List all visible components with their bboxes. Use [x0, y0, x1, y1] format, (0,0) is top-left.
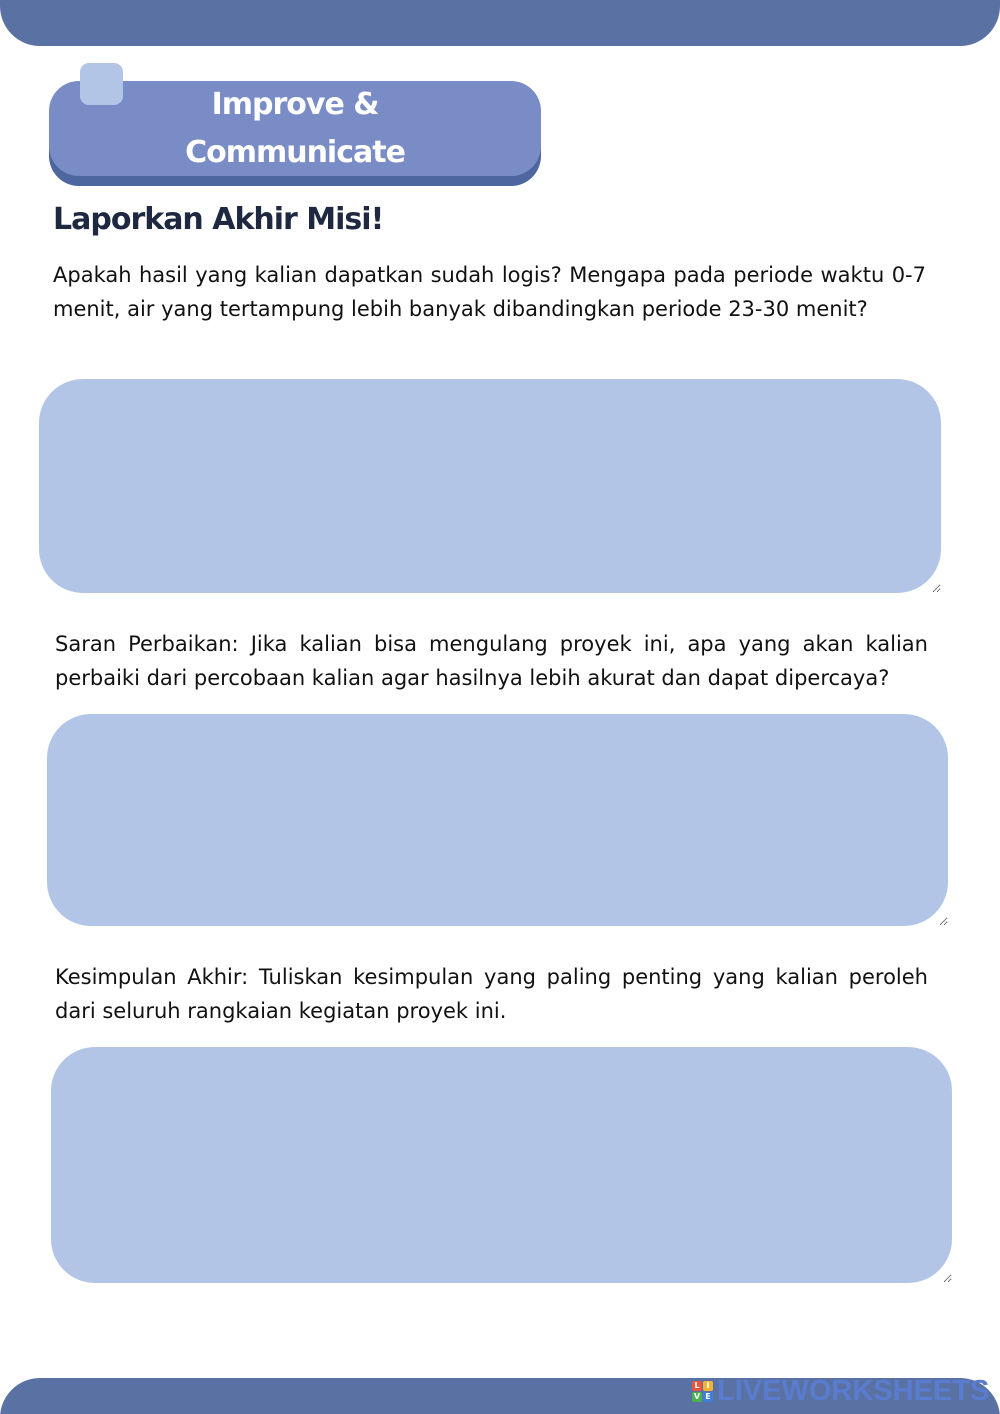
question-2: Saran Perbaikan: Jika kalian bisa mengulang proyek ini, apa yang akan kalian perbaiki dari percobaan kalian agar hasilnya lebih akurat dan dapat dipercaya?: [55, 632, 928, 690]
logo-letter-v: V: [693, 1392, 701, 1401]
header-title-line-1: Improve &: [211, 86, 379, 122]
question-3: Kesimpulan Akhir: Tuliskan kesimpulan yang paling penting yang kalian peroleh dari seluruh rangkaian kegiatan proyek ini.: [55, 965, 928, 1023]
header-title: [145, 81, 445, 177]
answer-box-2[interactable]: [47, 714, 948, 926]
top-bar: [0, 0, 1000, 46]
answer-box-3[interactable]: [51, 1047, 952, 1283]
liveworksheets-wordmark: LIVEWORKSHEETS: [717, 1374, 990, 1407]
answer-box-1[interactable]: [39, 379, 941, 593]
question-1: Apakah hasil yang kalian dapatkan sudah logis? Mengapa pada periode waktu 0-7 menit, air yang tertampung lebih banyak dibandingkan periode 23-30 menit?: [53, 263, 926, 321]
logo-letter-e: E: [703, 1392, 713, 1402]
header-decoration-square: [80, 63, 123, 105]
liveworksheets-logo-icon: [692, 1381, 713, 1402]
logo-letter-i: I: [703, 1381, 713, 1391]
header-title-line-2: Communicate: [185, 134, 405, 170]
liveworksheets-logo: [692, 1376, 989, 1406]
section-title: Laporkan Akhir Misi!: [53, 202, 384, 237]
logo-letter-l: L: [692, 1381, 702, 1391]
